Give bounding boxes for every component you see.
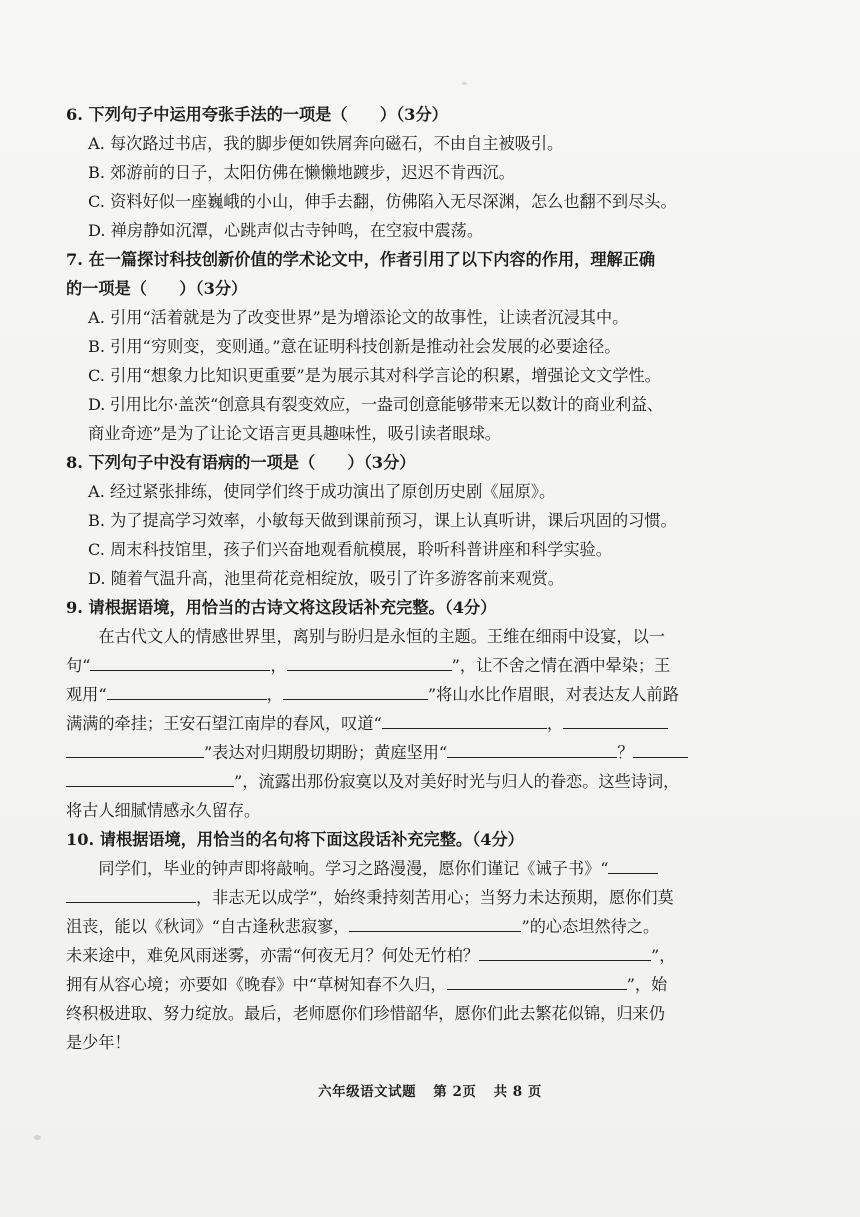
question-9-stem: 9. 请根据语境，用恰当的古诗文将这段话补充完整。（4分） <box>66 598 497 617</box>
q10-text: ，非志无以成学”，始终秉持刻苦用心；当努力未达预期，愿你们莫 <box>196 888 674 907</box>
q10-blank-3[interactable] <box>479 942 651 961</box>
question-9-text-line1: 在古代文人的情感世界里，离别与盼归是永恒的主题。王维在细雨中设宴，以一 <box>98 627 665 646</box>
q9-text: ， <box>266 685 283 704</box>
q9-text: 句“ <box>66 656 91 675</box>
question-10-text-line5 <box>66 970 766 999</box>
question-6 <box>66 100 766 245</box>
question-10-stem: 10. 请根据语境，用恰当的名句将下面这段话补充完整。（4分） <box>66 830 524 849</box>
q10-text: 拥有从容心境；亦要如《晚春》中“草树知春不久归， <box>66 975 447 994</box>
question-7-option-d-continued: 商业奇迹”是为了让论文语言更具趣味性，吸引读者眼球。 <box>88 424 501 443</box>
question-8-option-b: B. 为了提高学习效率，小敏每天做到课前预习，课上认真听讲，课后巩固的习惯。 <box>88 511 677 530</box>
q10-blank-2[interactable] <box>349 913 521 932</box>
question-8-option-d: D. 随着气温升高，池里荷花竞相绽放，吸引了许多游客前来观赏。 <box>88 569 564 588</box>
question-7-option-c: C. 引用“想象力比知识更重要”是为展示其对科学言论的积累，增强论文文学性。 <box>88 366 661 385</box>
question-10-text-line1 <box>66 854 766 883</box>
page-footer <box>0 1080 860 1100</box>
q10-blank-1[interactable] <box>608 855 658 874</box>
question-9-text-line4 <box>66 709 766 738</box>
q9-text: 满满的牵挂；王安石望江南岸的春风，叹道“ <box>66 714 382 733</box>
q9-blank-3[interactable] <box>107 681 267 700</box>
question-8-option-c: C. 周末科技馆里，孩子们兴奋地观看航模展，聆听科普讲座和科学实验。 <box>88 540 612 559</box>
q10-blank-4[interactable] <box>447 971 627 990</box>
q9-blank-8-continued[interactable] <box>66 768 234 787</box>
question-9-text-line3 <box>66 680 766 709</box>
question-8 <box>66 448 766 593</box>
question-9-text-line6 <box>66 767 766 796</box>
q10-text: 未来途中，难免风雨迷雾，亦需“何夜无月？何处无竹柏？ <box>66 946 479 965</box>
q9-blank-6[interactable] <box>563 710 668 729</box>
question-6-option-b: B. 郊游前的日子，太阳仿佛在懒懒地踱步，迟迟不肯西沉。 <box>88 163 515 182</box>
q9-blank-4[interactable] <box>283 681 428 700</box>
q9-text: ”，让不舍之情在酒中晕染；王 <box>451 656 671 675</box>
q9-text: ”将山水比作眉眼，对表达友人前路 <box>427 685 679 704</box>
q9-text: ， <box>546 714 564 733</box>
scan-mark <box>34 1135 41 1140</box>
q10-text: ”， <box>650 946 676 965</box>
question-6-option-c: C. 资料好似一座巍峨的小山，伸手去翻，仿佛陷入无尽深渊，怎么也翻不到尽头。 <box>88 192 677 211</box>
question-10-text-line3 <box>66 912 766 941</box>
q9-text: ”表达对归期殷切期盼；黄庭坚用“ <box>204 743 448 762</box>
question-10 <box>66 825 766 1057</box>
question-7-option-a: A. 引用“活着就是为了改变世界”是为增添论文的故事性，让读者沉浸其中。 <box>88 308 629 327</box>
q9-text: ？ <box>617 743 634 762</box>
q9-blank-1[interactable] <box>90 652 270 671</box>
q10-text: ”，始 <box>626 975 668 994</box>
question-9-text-line7: 将古人细腻情感永久留存。 <box>66 801 261 820</box>
q10-blank-1-continued[interactable] <box>66 884 196 903</box>
footer-page-number: 第 2页 <box>433 1084 477 1100</box>
question-6-stem: 6. 下列句子中运用夸张手法的一项是（ ）（3分） <box>66 105 448 124</box>
question-8-option-a: A. 经过紧张排练，使同学们终于成功演出了原创历史剧《屈原》。 <box>88 482 556 501</box>
question-7-option-d: D. 引用比尔·盖茨“创意具有裂变效应，一盎司创意能够带来无以数计的商业利益、 <box>88 395 663 414</box>
question-9-text-line5 <box>66 738 766 767</box>
question-9 <box>66 593 766 825</box>
exam-content <box>66 100 766 1057</box>
question-10-text-line6: 终积极进取、努力绽放。最后，老师愿你们珍惜韶华，愿你们此去繁花似锦，归来仍 <box>66 1004 665 1023</box>
q9-blank-7[interactable] <box>447 739 617 758</box>
question-10-text-line4 <box>66 941 766 970</box>
q10-text: ”的心态坦然待之。 <box>521 917 660 936</box>
q9-text: ， <box>270 656 287 675</box>
q9-text: 观用“ <box>66 685 107 704</box>
question-6-option-d: D. 禅房静如沉潭，心跳声似古寺钟鸣，在空寂中震荡。 <box>88 221 484 240</box>
footer-total-pages: 共 8 页 <box>493 1084 542 1100</box>
q10-text: 沮丧，能以《秋词》“自古逢秋悲寂寥， <box>66 917 350 936</box>
footer-title: 六年级语文试题 <box>318 1084 417 1100</box>
question-6-option-a: A. 每次路过书店，我的脚步便如铁屑奔向磁石，不由自主被吸引。 <box>88 134 564 153</box>
question-7-option-b: B. 引用“穷则变，变则通。”意在证明科技创新是推动社会发展的必要途径。 <box>88 337 621 356</box>
question-10-text-line7: 是少年！ <box>66 1033 131 1052</box>
question-9-text-line2 <box>66 651 766 680</box>
question-10-text-line2 <box>66 883 766 912</box>
q9-blank-8[interactable] <box>633 739 688 758</box>
question-8-stem: 8. 下列句子中没有语病的一项是（ ）（3分） <box>66 453 416 472</box>
q9-blank-6-continued[interactable] <box>66 739 204 758</box>
question-7-stem-line1: 7. 在一篇探讨科技创新价值的学术论文中，作者引用了以下内容的作用，理解正确 <box>66 250 656 269</box>
q9-blank-2[interactable] <box>287 652 452 671</box>
q9-text: ”，流露出那份寂寞以及对美好时光与归人的眷恋。这些诗词， <box>234 772 680 791</box>
q9-blank-5[interactable] <box>382 710 547 729</box>
question-7 <box>66 245 766 448</box>
question-7-stem-line2: 的一项是（ ）（3分） <box>66 279 248 298</box>
scan-dot <box>462 82 467 85</box>
q10-text: 同学们，毕业的钟声即将敲响。学习之路漫漫，愿你们谨记《诫子书》“ <box>98 859 609 878</box>
